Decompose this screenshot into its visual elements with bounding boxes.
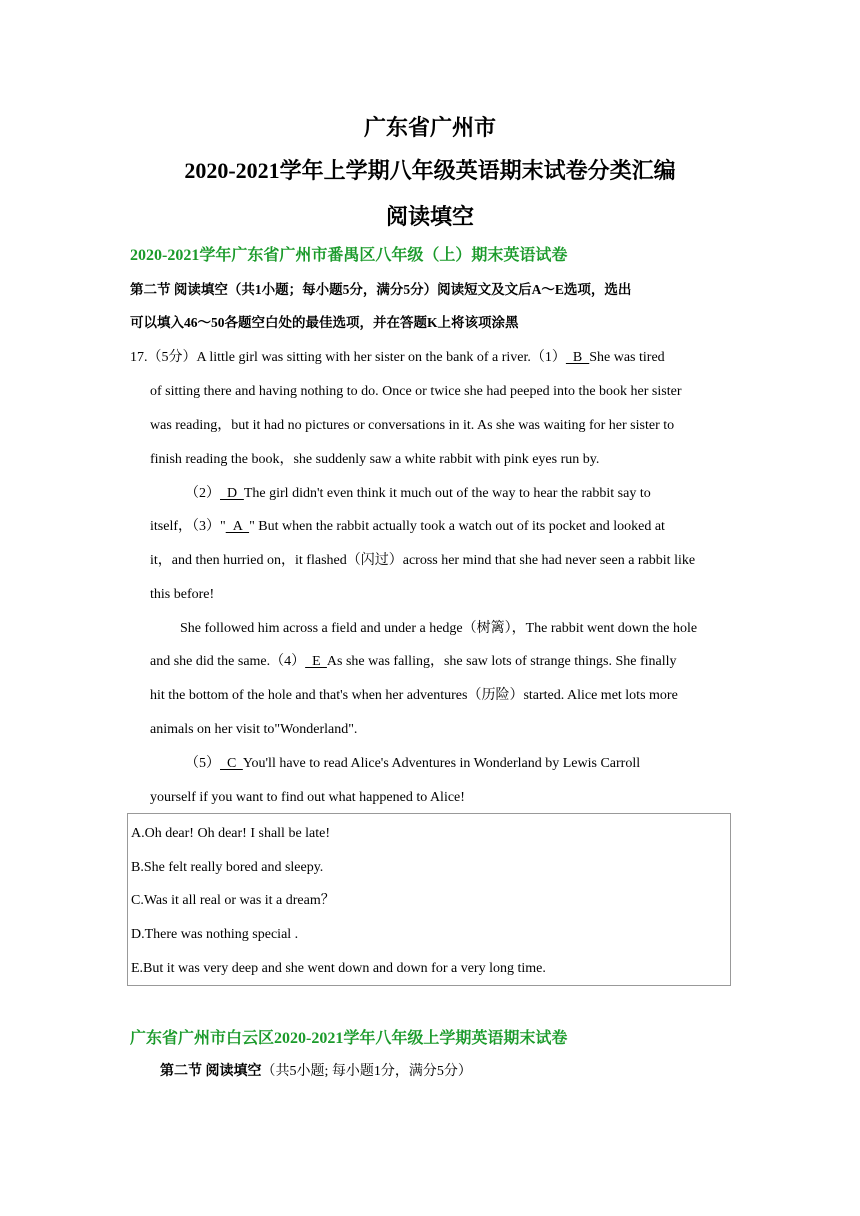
answer-blank-5: C xyxy=(220,756,243,771)
p4-line2: yourself if you want to find out what happened to Alice! xyxy=(150,790,465,805)
p1-line1-post: She was tired xyxy=(589,350,665,365)
options-box xyxy=(127,813,731,986)
title-topic: 阅读填空 xyxy=(385,204,474,229)
p4-line1-post: You'll have to read Alice's Adventures in Wonderland by Lewis Carroll xyxy=(242,756,641,771)
p4-line1 xyxy=(185,754,640,774)
title-collection: 2020-2021学年上学期八年级英语期末试卷分类汇编 xyxy=(184,158,676,183)
p2-line4: this before! xyxy=(150,587,215,602)
p2-line2-post: " But when the rabbit actually took a watch out of its pocket and looked at xyxy=(249,519,665,534)
option-c: C.Was it all real or was it a dream？ xyxy=(131,893,335,908)
section1-instruction-line1: 第二节 阅读填空（共1小题；每小题5分，满分5分）阅读短文及文后A～E选项，选出 xyxy=(130,282,632,297)
p3-line3: hit the bottom of the hole and that's when her adventures（历险）started. Alice met lots more xyxy=(150,688,678,703)
title-province-city: 广东省广州市 xyxy=(363,115,496,140)
p3-line4: animals on her visit to"Wonderland". xyxy=(150,722,358,737)
p3-line2-pre: and she did the same.（4） xyxy=(150,654,306,669)
p3-line2 xyxy=(150,652,676,672)
p4-line1-pre: （5） xyxy=(185,756,220,771)
option-a: A.Oh dear! Oh dear! I shall be late! xyxy=(131,826,331,841)
p1-line4: finish reading the book，she suddenly saw a white rabbit with pink eyes run by. xyxy=(150,452,600,467)
answer-blank-3: A xyxy=(225,519,250,534)
p2-line1 xyxy=(185,484,651,504)
section2-instruction-rest: （共5小题; 每小题1分，满分5分） xyxy=(261,1064,472,1079)
section2-instruction-bold: 第二节 阅读填空 xyxy=(160,1064,262,1079)
section1-exam-title: 2020-2021学年广东省广州市番禺区八年级（上）期末英语试卷 xyxy=(130,247,568,264)
p2-line1-post: The girl didn't even think it much out of the way to hear the rabbit say to xyxy=(243,486,651,501)
p1-line1-pre: 17.（5分）A little girl was sitting with her sister on the bank of a river.（1） xyxy=(130,350,566,365)
answer-blank-2: D xyxy=(220,486,244,501)
answer-blank-4: E xyxy=(305,654,327,669)
p1-line3: was reading，but it had no pictures or conversations in it. As she was waiting for her sister to xyxy=(150,418,675,433)
p2-line3: it，and then hurried on，it flashed（闪过）across her mind that she had never seen a rabbit like xyxy=(150,553,696,568)
p2-line2 xyxy=(150,517,665,537)
p1-line2: of sitting there and having nothing to do. Once or twice she had peeped into the book her sister xyxy=(150,384,682,399)
p2-line1-pre: （2） xyxy=(185,486,220,501)
p2-line2-pre: itself，（3）" xyxy=(150,519,226,534)
section2-instruction xyxy=(160,1062,472,1082)
section2-exam-title: 广东省广州市白云区2020-2021学年八年级上学期英语期末试卷 xyxy=(130,1030,568,1047)
p3-line1: She followed him across a field and under a hedge（树篱），The rabbit went down the hole xyxy=(180,621,698,636)
option-e: E.But it was very deep and she went down and down for a very long time. xyxy=(131,961,546,976)
option-b: B.She felt really bored and sleepy. xyxy=(131,860,324,875)
option-d: D.There was nothing special . xyxy=(131,927,299,942)
answer-blank-1: B xyxy=(565,350,590,365)
question-17-line1 xyxy=(130,348,730,368)
p3-line2-post: As she was falling，she saw lots of strange things. She finally xyxy=(326,654,677,669)
section1-instruction-line2: 可以填入46～50各题空白处的最佳选项，并在答题K上将该项涂黑 xyxy=(130,315,519,330)
